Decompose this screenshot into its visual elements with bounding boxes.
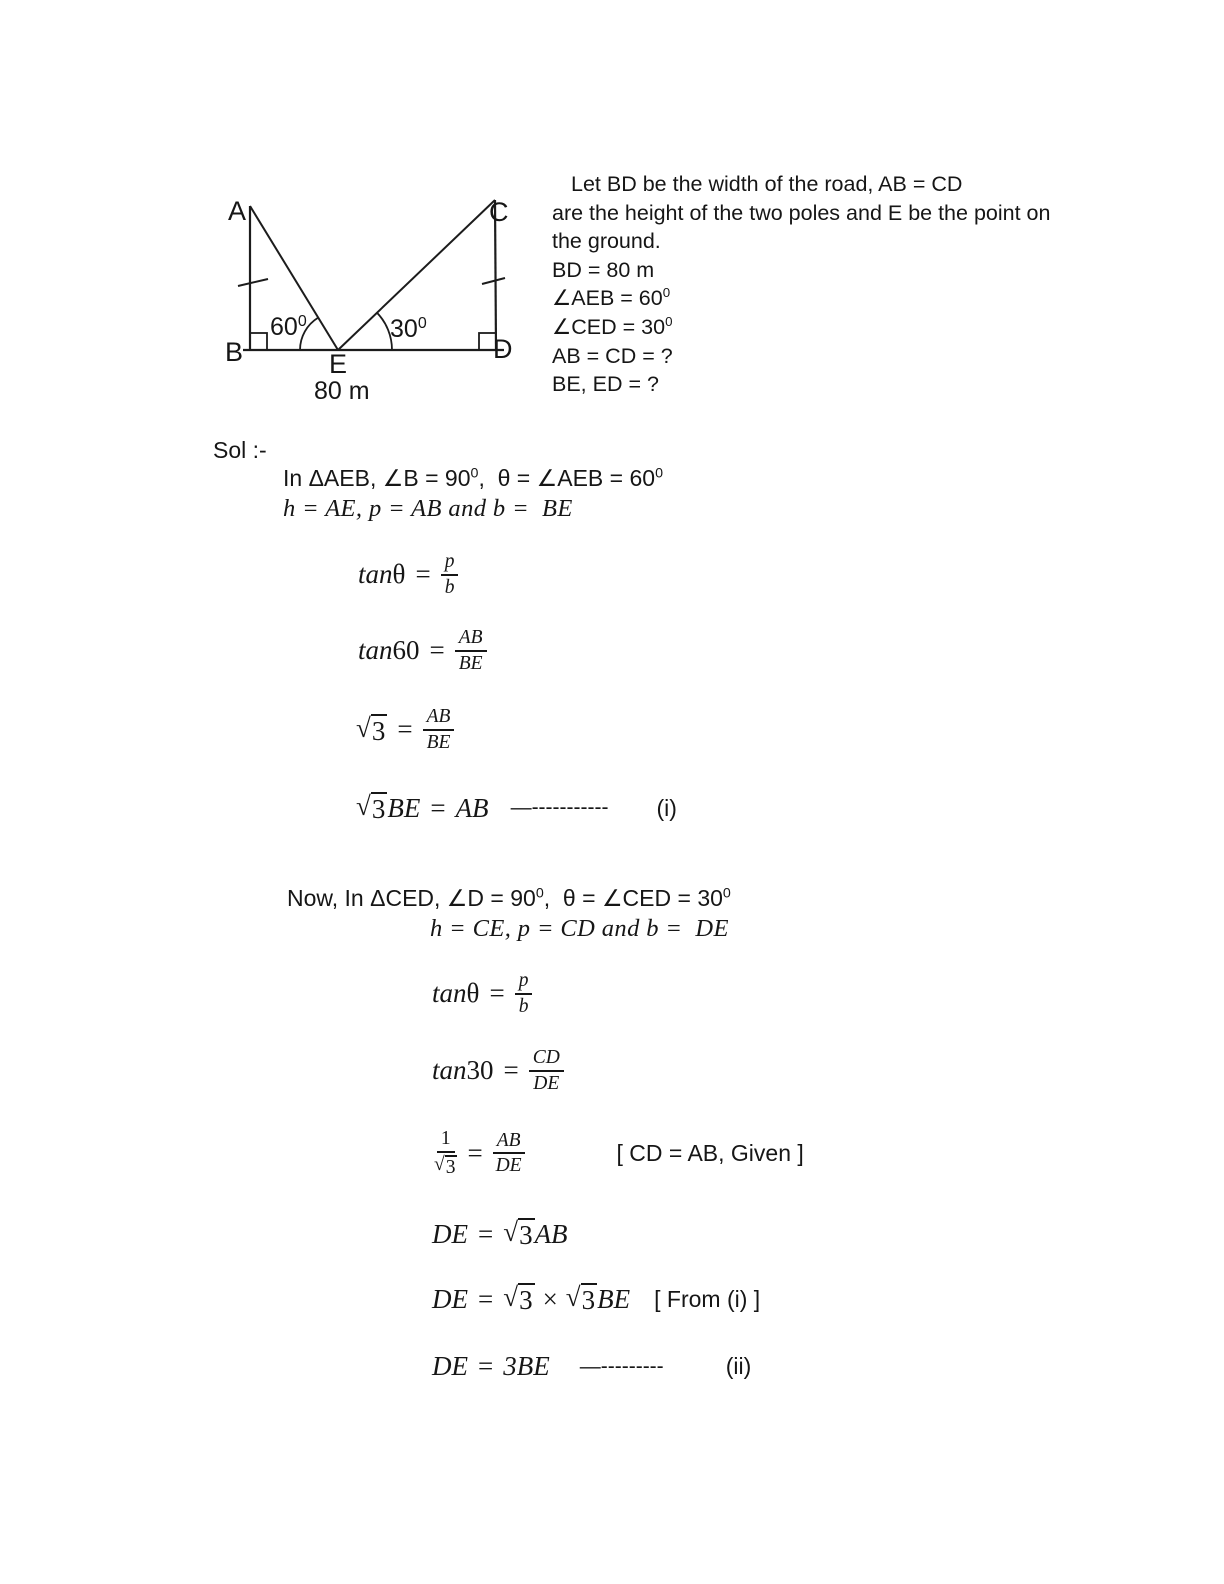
eq7-denominator-radical <box>434 1155 457 1179</box>
eq7-radicand: 3 <box>445 1156 456 1178</box>
angle-30-value: 30 <box>390 315 418 343</box>
eq9-radicand-1: 3 <box>519 1285 533 1315</box>
step1-heading <box>283 465 663 492</box>
eq10-reference: (ii) <box>725 1353 752 1379</box>
eq6-fraction <box>529 1047 564 1095</box>
eq4-radicand: 3 <box>371 794 386 824</box>
eq2-denominator: BE <box>458 652 483 674</box>
question-heights: AB = CD = ? <box>552 343 673 368</box>
given-angle-aeb-sup: 0 <box>662 285 671 301</box>
eq6-numerator: CD <box>529 1047 564 1072</box>
eq1-function: tan <box>358 559 393 590</box>
tick-mark-ab <box>238 279 268 286</box>
equation-i <box>356 792 677 824</box>
equation-sqrt3 <box>356 706 454 754</box>
angle-60-value: 60 <box>270 313 298 341</box>
eq8-radical <box>503 1218 534 1250</box>
eq5-denominator: b <box>518 995 529 1017</box>
eq4-reference: (i) <box>656 794 677 821</box>
tick-mark-cd <box>482 278 505 284</box>
eq5-equals: = <box>489 978 505 1009</box>
eq3-numerator: AB <box>423 706 455 731</box>
eq7-left-fraction <box>434 1128 457 1179</box>
vertex-label-a: A <box>228 196 247 226</box>
eq5-numerator: p <box>515 970 533 995</box>
step1-variable-definitions: h = AE, p = AB and b = BE <box>283 495 573 522</box>
equation-ii <box>432 1351 751 1382</box>
equation-tan-60 <box>358 627 487 675</box>
eq3-equals: = <box>397 714 413 745</box>
eq10-lhs: DE <box>432 1351 468 1381</box>
eq3-denominator: BE <box>426 731 451 753</box>
equation-tan-30 <box>432 1047 564 1095</box>
eq9-multiply-sign: × <box>542 1283 558 1314</box>
given-angle-ced-text: ∠CED = 30 <box>552 314 666 339</box>
eq1-argument: θ <box>392 559 406 590</box>
eq7-radical-sign: √ <box>434 1153 445 1175</box>
eq8-lhs: DE <box>432 1218 468 1249</box>
eq10-rhs: 3BE <box>503 1351 550 1381</box>
angle-label-30 <box>390 315 427 343</box>
equation-reciprocal-sqrt3 <box>434 1128 804 1179</box>
eq9-radical-2 <box>566 1283 597 1315</box>
eq9-radical-sign-1: √ <box>503 1282 519 1312</box>
given-bd: BD = 80 m <box>552 257 655 282</box>
step2-text-1: Now, In ΔCED, ∠D = 90 <box>287 885 536 911</box>
vertex-label-c: C <box>489 197 509 227</box>
eq7-right-denominator: DE <box>495 1155 522 1177</box>
eq4-radical-sign: √ <box>356 791 371 821</box>
eq1-denominator: b <box>444 576 455 598</box>
vertex-label-e: E <box>329 349 348 379</box>
step2-variable-definitions: h = CE, p = CD and b = DE <box>430 915 729 942</box>
eq8-radical-sign: √ <box>503 1217 519 1247</box>
angle-30-sup: 0 <box>417 315 427 332</box>
eq9-equals: = <box>478 1283 494 1314</box>
eq9-factor: BE <box>597 1283 631 1314</box>
eq6-equals: = <box>503 1055 519 1086</box>
two-poles-diagram <box>212 183 522 418</box>
eq8-radicand: 3 <box>519 1220 533 1250</box>
problem-statement <box>552 170 1092 399</box>
given-angle-aeb <box>552 284 1092 313</box>
equation-tan-theta-2 <box>432 970 532 1018</box>
eq5-fraction <box>515 970 533 1018</box>
solution-label: Sol :- <box>213 437 267 463</box>
vertex-label-b: B <box>225 337 244 367</box>
eq3-radicand: 3 <box>371 715 386 746</box>
eq3-radical <box>356 714 387 746</box>
eq7-equals: = <box>467 1137 483 1168</box>
equation-de-sqrt3ab <box>432 1218 568 1250</box>
question-distances: BE, ED = ? <box>552 372 659 397</box>
eq9-lhs: DE <box>432 1283 468 1314</box>
eq7-right-numerator: AB <box>493 1130 525 1155</box>
step2-heading <box>287 885 731 912</box>
eq2-function: tan <box>358 635 393 666</box>
step2-text-2: , θ = ∠CED = 30 <box>543 885 723 911</box>
given-angle-ced <box>552 313 1092 342</box>
eq5-argument: θ <box>466 978 480 1009</box>
eq5-function: tan <box>432 978 467 1009</box>
angle-60-sup: 0 <box>297 313 307 330</box>
eq9-radicand-2: 3 <box>581 1285 596 1315</box>
step1-sup-2: 0 <box>655 465 663 482</box>
eq3-fraction <box>423 706 455 754</box>
right-angle-mark-b <box>250 333 267 350</box>
eq2-numerator: AB <box>455 627 487 652</box>
problem-line-3: the ground. <box>552 229 661 254</box>
step1-sup-1: 0 <box>470 465 479 482</box>
eq7-left-numerator: 1 <box>437 1128 455 1153</box>
eq10-dashes: —--------- <box>579 1354 664 1378</box>
eq7-right-fraction <box>493 1130 525 1178</box>
eq1-fraction <box>441 551 459 599</box>
given-angle-ced-sup: 0 <box>665 313 673 329</box>
eq2-equals: = <box>429 635 445 666</box>
eq4-factor: BE <box>387 792 421 823</box>
eq1-equals: = <box>415 559 431 590</box>
eq1-numerator: p <box>441 551 459 576</box>
eq4-rhs: AB <box>455 792 489 823</box>
step2-sup-1: 0 <box>535 885 544 902</box>
eq7-note-given: [ CD = AB, Given ] <box>616 1139 804 1166</box>
eq9-radical-sign-2: √ <box>565 1282 581 1312</box>
eq6-denominator: DE <box>533 1072 560 1094</box>
eq4-radical <box>356 792 387 824</box>
eq10-equals: = <box>478 1351 494 1381</box>
step2-sup-2: 0 <box>722 885 731 902</box>
eq6-function: tan <box>432 1055 467 1086</box>
eq9-radical-1 <box>503 1283 534 1315</box>
eq7-left-denominator <box>434 1153 457 1179</box>
eq2-argument: 60 <box>392 635 420 666</box>
eq2-fraction <box>455 627 487 675</box>
eq3-radical-sign: √ <box>356 712 371 743</box>
equation-de-product <box>432 1283 760 1315</box>
eq8-factor: AB <box>534 1218 568 1249</box>
vertex-label-d: D <box>493 334 513 364</box>
eq8-equals: = <box>478 1218 494 1249</box>
base-length-label: 80 m <box>314 377 370 405</box>
problem-line-1: Let BD be the width of the road, AB = CD <box>571 172 963 196</box>
eq9-note-from-i: [ From (i) ] <box>654 1285 761 1312</box>
problem-line-2: are the height of the two poles and E be the point on <box>552 200 1051 225</box>
eq4-dashes: —----------- <box>510 796 609 820</box>
step1-text-1: In ΔAEB, ∠B = 90 <box>283 465 471 491</box>
given-angle-aeb-text: ∠AEB = 60 <box>552 286 663 311</box>
step1-text-2: , θ = ∠AEB = 60 <box>478 465 656 491</box>
equation-tan-theta-1 <box>358 551 458 599</box>
eq4-equals: = <box>430 792 446 823</box>
eq6-argument: 30 <box>466 1055 494 1086</box>
angle-label-60 <box>270 313 307 341</box>
